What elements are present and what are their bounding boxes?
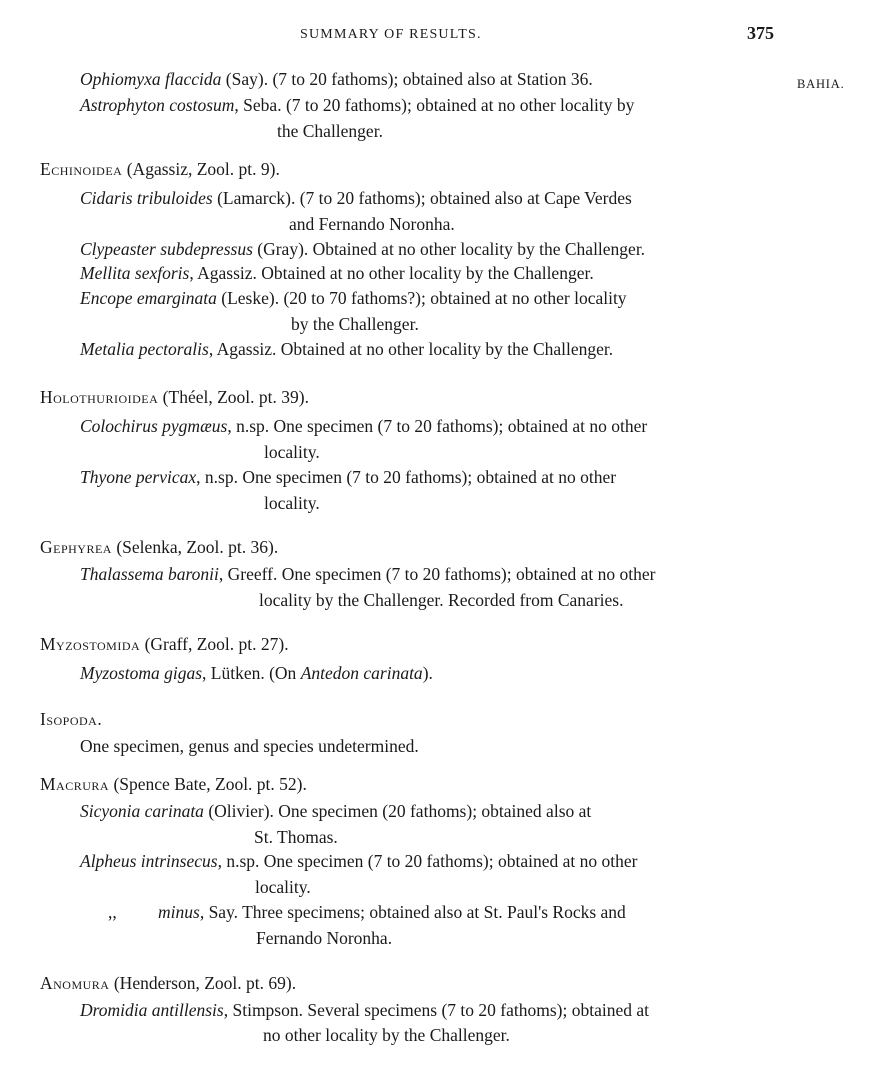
group-heading-echinoidea (40, 156, 280, 182)
group-reference: (Théel, Zool. pt. 39). (158, 387, 309, 407)
entry-thyone (80, 464, 616, 490)
group-heading-macrura (40, 771, 307, 797)
entry-text: , Agassiz. Obtained at no other locality by the Challenger. (208, 339, 614, 359)
species-name: Alpheus intrinsecus (80, 851, 218, 871)
entry-text: , Greeff. One specimen (7 to 20 fathoms); obtained at no other (218, 564, 656, 584)
entry-isopod-undetermined: One specimen, genus and species undetermined. (80, 736, 419, 756)
entry-dromidia (80, 997, 649, 1023)
group-name: Gephyrea (40, 537, 112, 557)
entry-alpheus-minus-text (158, 899, 626, 925)
entry-ophiomyxa (80, 66, 593, 92)
entry-text: ). (422, 663, 433, 683)
group-name: Isopoda. (40, 709, 103, 729)
species-name: Colochirus pygmæus (80, 416, 228, 436)
entry-continuation: locality. (264, 493, 320, 513)
entry-continuation: no other locality by the Challenger. (263, 1025, 510, 1045)
species-name: Astrophyton costosum (80, 95, 235, 115)
group-name: Holothurioidea (40, 387, 159, 407)
entry-alpheus-intrinsecus (80, 848, 637, 874)
entry-text: , Seba. (7 to 20 fathoms); obtained at no other locality by (234, 95, 635, 115)
entry-continuation: the Challenger. (277, 121, 383, 141)
group-reference: (Spence Bate, Zool. pt. 52). (109, 774, 307, 794)
entry-continuation: Fernando Noronha. (256, 928, 393, 948)
entry-mellita (80, 260, 594, 286)
entry-text: (Gray). Obtained at no other locality by the Challenger. (252, 239, 646, 259)
group-heading-anomura (40, 970, 296, 996)
entry-text: , Agassiz. Obtained at no other locality by the Challenger. (189, 263, 594, 283)
entry-myzostoma (80, 660, 433, 686)
entry-continuation: locality. (255, 877, 311, 897)
group-reference: (Henderson, Zool. pt. 69). (109, 973, 297, 993)
species-name: Mellita sexforis (80, 263, 190, 283)
entry-text: , Stimpson. Several specimens (7 to 20 fathoms); obtained at (223, 1000, 650, 1020)
entry-continuation: by the Challenger. (291, 314, 419, 334)
entry-text: , n.sp. One specimen (7 to 20 fathoms); obtained at no other (227, 416, 648, 436)
entry-continuation: locality by the Challenger. Recorded from Canaries. (259, 590, 624, 610)
group-name: Anomura (40, 973, 110, 993)
entry-continuation: and Fernando Noronha. (289, 214, 455, 234)
entry-continuation: St. Thomas. (254, 827, 338, 847)
group-heading-isopoda (40, 706, 102, 732)
entry-colochirus (80, 413, 647, 439)
species-name: Thyone pervicax (80, 467, 197, 487)
entry-sicyonia (80, 798, 591, 824)
species-name: Clypeaster subdepressus (80, 239, 253, 259)
group-heading-holothurioidea (40, 384, 309, 410)
group-name: Myzostomida (40, 634, 141, 654)
entry-continuation: locality. (264, 442, 320, 462)
species-name: Dromidia antillensis (80, 1000, 224, 1020)
margin-locality-note: BAHIA. (797, 77, 845, 91)
host-species-name: Antedon carinata (300, 663, 423, 683)
entry-text: (Lamarck). (7 to 20 fathoms); obtained also at Cape Verdes (212, 188, 632, 208)
species-name: Encope emarginata (80, 288, 217, 308)
group-reference: (Selenka, Zool. pt. 36). (111, 537, 279, 557)
entry-encope (80, 285, 627, 311)
entry-alpheus-minus (108, 899, 117, 925)
entry-text: (Leske). (20 to 70 fathoms?); obtained at no other locality (216, 288, 627, 308)
species-name: Metalia pectoralis (80, 339, 209, 359)
entry-text: (Olivier). One specimen (20 fathoms); obtained also at (203, 801, 592, 821)
entry-text: , n.sp. One specimen (7 to 20 fathoms); obtained at no other (217, 851, 638, 871)
entry-thalassema (80, 561, 655, 587)
entry-clypeaster (80, 236, 645, 262)
species-name: Myzostoma gigas (80, 663, 203, 683)
species-name: Cidaris tribuloides (80, 188, 213, 208)
entry-text: (Say). (7 to 20 fathoms); obtained also at Station 36. (221, 69, 593, 89)
group-name: Macrura (40, 774, 110, 794)
page-number: 375 (747, 23, 774, 43)
group-heading-gephyrea (40, 534, 278, 560)
group-reference: (Graff, Zool. pt. 27). (140, 634, 289, 654)
species-name: Thalassema baronii (80, 564, 219, 584)
group-reference: (Agassiz, Zool. pt. 9). (122, 159, 280, 179)
entry-text: , Say. Three specimens; obtained also at St. Paul's Rocks and (199, 902, 626, 922)
entry-text: , n.sp. One specimen (7 to 20 fathoms); obtained at no other (196, 467, 617, 487)
species-name: Ophiomyxa flaccida (80, 69, 222, 89)
group-heading-myzostomida (40, 631, 289, 657)
entry-text: , Lütken. (On (202, 663, 301, 683)
running-title: SUMMARY OF RESULTS. (300, 27, 482, 42)
species-name: Sicyonia carinata (80, 801, 204, 821)
entry-cidaris (80, 185, 632, 211)
species-name: minus (158, 902, 200, 922)
entry-metalia (80, 336, 613, 362)
entry-astrophyton (80, 92, 634, 118)
group-name: Echinoidea (40, 159, 123, 179)
ditto-mark: ,, (108, 902, 117, 922)
